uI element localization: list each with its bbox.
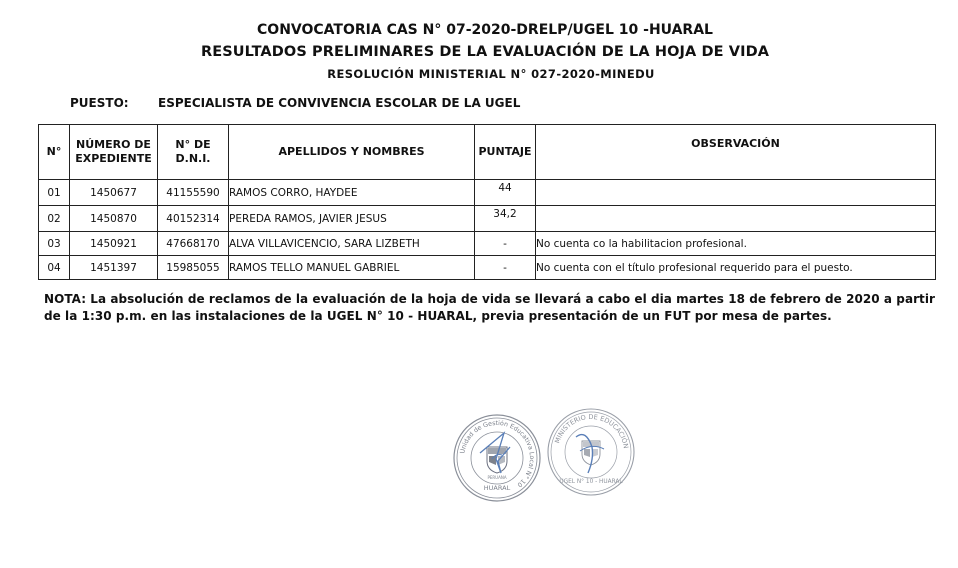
left-seal-ring-text: Unidad de Gestión Educativa Local N° 10 xyxy=(459,419,536,489)
cell-puntaje: - xyxy=(475,256,536,280)
left-seal-bottom-text: HUARAL xyxy=(483,484,511,492)
col-header-puntaje: PUNTAJE xyxy=(475,125,536,180)
table-row xyxy=(39,206,936,232)
cell-observacion xyxy=(536,180,936,206)
document-subtitle: RESULTADOS PRELIMINARES DE LA EVALUACIÓN DE LA HOJA DE VIDA xyxy=(200,44,770,60)
cell-num: 03 xyxy=(39,232,70,256)
cell-num: 01 xyxy=(39,180,70,206)
cell-expediente: 1450677 xyxy=(70,180,158,206)
cell-nombre: RAMOS TELLO MANUEL GABRIEL xyxy=(229,256,475,280)
cell-nombre: ALVA VILLAVICENCIO, SARA LIZBETH xyxy=(229,232,475,256)
col-header-expediente-line1: NÚMERO DE xyxy=(76,138,151,151)
col-header-num: N° xyxy=(39,125,70,180)
col-header-observacion: OBSERVACIÓN xyxy=(536,125,936,180)
results-table xyxy=(38,124,936,280)
minedu-seal-icon xyxy=(546,407,636,497)
cell-expediente: 1451397 xyxy=(70,256,158,280)
cell-num: 02 xyxy=(39,206,70,232)
col-header-dni xyxy=(158,125,229,180)
col-header-expediente xyxy=(70,125,158,180)
cell-num: 04 xyxy=(39,256,70,280)
cell-puntaje: 34,2 xyxy=(475,206,536,232)
cell-dni: 40152314 xyxy=(158,206,229,232)
cell-dni: 41155590 xyxy=(158,180,229,206)
table-row xyxy=(39,232,936,256)
left-seal-center-text: PERUANA xyxy=(487,475,507,480)
right-seal-ring-text: MINISTERIO DE EDUCACIÓN xyxy=(553,412,630,450)
table-row xyxy=(39,180,936,206)
ugel-seal-icon xyxy=(452,413,542,503)
cell-nombre: PEREDA RAMOS, JAVIER JESUS xyxy=(229,206,475,232)
cell-observacion xyxy=(536,206,936,232)
col-header-dni-line1: N° DE xyxy=(175,138,211,151)
col-header-dni-line2: D.N.I. xyxy=(175,152,211,165)
cell-dni: 47668170 xyxy=(158,232,229,256)
table-row xyxy=(39,256,936,280)
cell-nombre: RAMOS CORRO, HAYDEE xyxy=(229,180,475,206)
right-seal-bottom-text: UGEL N° 10 - HUARAL xyxy=(559,479,623,485)
resolution-line: RESOLUCIÓN MINISTERIAL N° 027-2020-MINEDU xyxy=(327,67,655,81)
cell-observacion: No cuenta co la habilitacion profesional. xyxy=(536,232,936,256)
col-header-expediente-line2: EXPEDIENTE xyxy=(75,152,152,165)
puesto-label: PUESTO: xyxy=(70,96,129,110)
document-title: CONVOCATORIA CAS N° 07-2020-DRELP/UGEL 10 -HUARAL xyxy=(257,22,713,38)
cell-puntaje: 44 xyxy=(475,180,536,206)
cell-expediente: 1450921 xyxy=(70,232,158,256)
table-header-row xyxy=(39,125,936,180)
cell-expediente: 1450870 xyxy=(70,206,158,232)
col-header-nombres: APELLIDOS Y NOMBRES xyxy=(229,125,475,180)
cell-puntaje: - xyxy=(475,232,536,256)
claims-note: NOTA: La absolución de reclamos de la evaluación de la hoja de vida se llevará a cabo el dia martes 18 de febrero de 2020 a partir de la 1:30 p.m. en las instalaciones de la UGEL N° 10 - HUARAL, previa presentación de un FUT por mesa de partes. xyxy=(44,292,935,323)
puesto-value: ESPECIALISTA DE CONVIVENCIA ESCOLAR DE LA UGEL xyxy=(158,96,521,110)
cell-observacion: No cuenta con el título profesional requerido para el puesto. xyxy=(536,256,936,280)
cell-dni: 15985055 xyxy=(158,256,229,280)
